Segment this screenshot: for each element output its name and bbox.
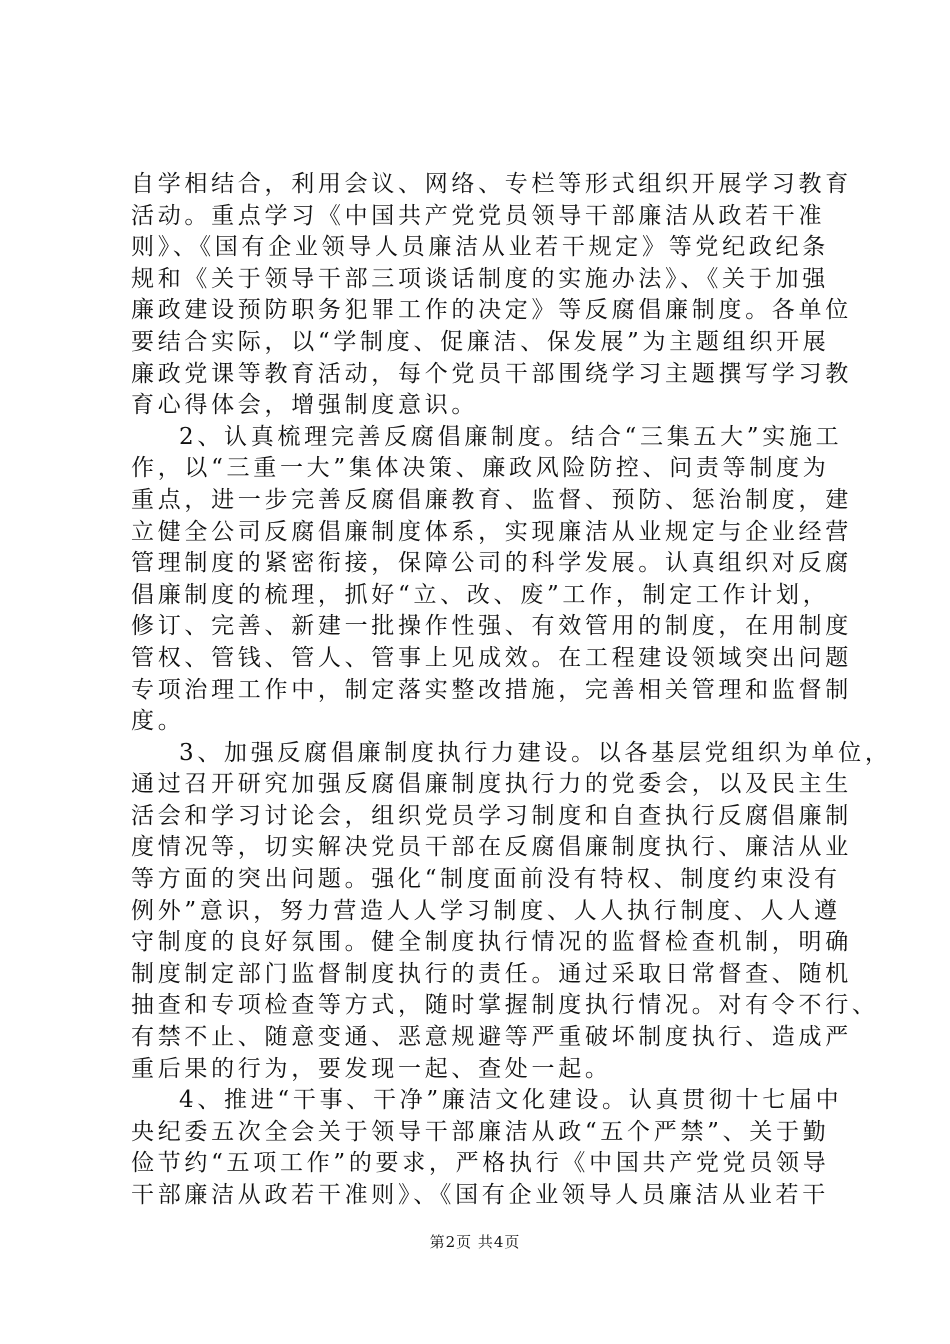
paragraph-2 (131, 422, 852, 738)
text-line: 度。 (131, 708, 185, 735)
paragraph-4 (131, 1085, 843, 1211)
text-line: 度情况等，切实解决党员干部在反腐倡廉制度执行、廉洁从业 (131, 834, 852, 861)
text-line: 活动。重点学习《中国共产党党员领导干部廉洁从政若干准 (131, 202, 826, 229)
text-line: 要结合实际，以“学制度、促廉洁、保发展”为主题组织开展 (131, 328, 830, 355)
text-line: 有禁不止、随意变通、恶意规避等严重破坏制度执行、造成严 (131, 1024, 852, 1051)
text-line: 俭节约“五项工作”的要求，严格执行《中国共产党党员领导 (131, 1150, 830, 1177)
text-line: 自学相结合，利用会议、网络、专栏等形式组织开展学习教育 (131, 171, 852, 197)
text-line: 活会和学习讨论会，组织党员学习制度和自查执行反腐倡廉制 (131, 802, 852, 829)
text-line: 作，以“三重一大”集体决策、廉政风险防控、问责等制度为 (131, 455, 830, 482)
text-line: 倡廉制度的梳理，抓好“立、改、废”工作，制定工作计划， (131, 581, 830, 608)
text-line: 制度制定部门监督制度执行的责任。通过采取日常督查、随机 (131, 960, 852, 987)
text-line: 重点，进一步完善反腐倡廉教育、监督、预防、惩治制度，建 (131, 486, 852, 513)
text-line: 守制度的良好氛围。健全制度执行情况的监督检查机制，明确 (131, 929, 852, 956)
paragraph-3 (131, 738, 892, 1086)
text-line: 管理制度的紧密衔接，保障公司的科学发展。认真组织对反腐 (131, 550, 852, 577)
page-number-footer: 第2页 共4页 (429, 1233, 521, 1251)
text-line: 育心得体会，增强制度意识。 (131, 392, 479, 419)
document-body (131, 169, 892, 1212)
text-line: 例外”意识，努力营造人人学习制度、人人执行制度、人人遵 (131, 897, 841, 924)
text-line: 4、推进“干事、干净”廉洁文化建设。认真贯彻十七届中 (179, 1087, 843, 1114)
text-line: 通过召开研究加强反腐倡廉制度执行力的党委会，以及民主生 (131, 771, 852, 798)
text-line: 立健全公司反腐倡廉制度体系，实现廉洁从业规定与企业经营 (131, 518, 852, 545)
text-line: 重后果的行为，要发现一起、查处一起。 (131, 1055, 612, 1082)
text-line: 3、加强反腐倡廉制度执行力建设。以各基层党组织为单位， (179, 739, 892, 766)
text-line: 2、认真梳理完善反腐倡廉制度。结合“三集五大”实施工 (179, 423, 843, 450)
text-line: 则》、《国有企业领导人员廉洁从业若干规定》等党纪政纪条 (131, 234, 829, 261)
text-line: 修订、完善、新建一批操作性强、有效管用的制度，在用制度 (131, 613, 852, 640)
text-line: 管权、管钱、管人、管事上见成效。在工程建设领域突出问题 (131, 644, 852, 671)
text-line: 等方面的突出问题。强化“制度面前没有特权、制度约束没有 (131, 866, 841, 893)
text-line: 央纪委五次全会关于领导干部廉洁从政“五个严禁”、关于勤 (131, 1118, 830, 1145)
text-line: 干部廉洁从政若干准则》、《国有企业领导人员廉洁从业若干 (131, 1182, 829, 1208)
text-line: 抽查和专项检查等方式，随时掌握制度执行情况。对有令不行、 (131, 992, 879, 1019)
paragraph-continuation (131, 169, 852, 422)
text-line: 规和《关于领导干部三项谈话制度的实施办法》、《关于加强 (131, 265, 829, 292)
text-line: 廉政建设预防职务犯罪工作的决定》等反腐倡廉制度。各单位 (131, 297, 852, 324)
text-line: 廉政党课等教育活动，每个党员干部围绕学习主题撰写学习教 (131, 360, 852, 387)
text-line: 专项治理工作中，制定落实整改措施，完善相关管理和监督制 (131, 676, 852, 703)
